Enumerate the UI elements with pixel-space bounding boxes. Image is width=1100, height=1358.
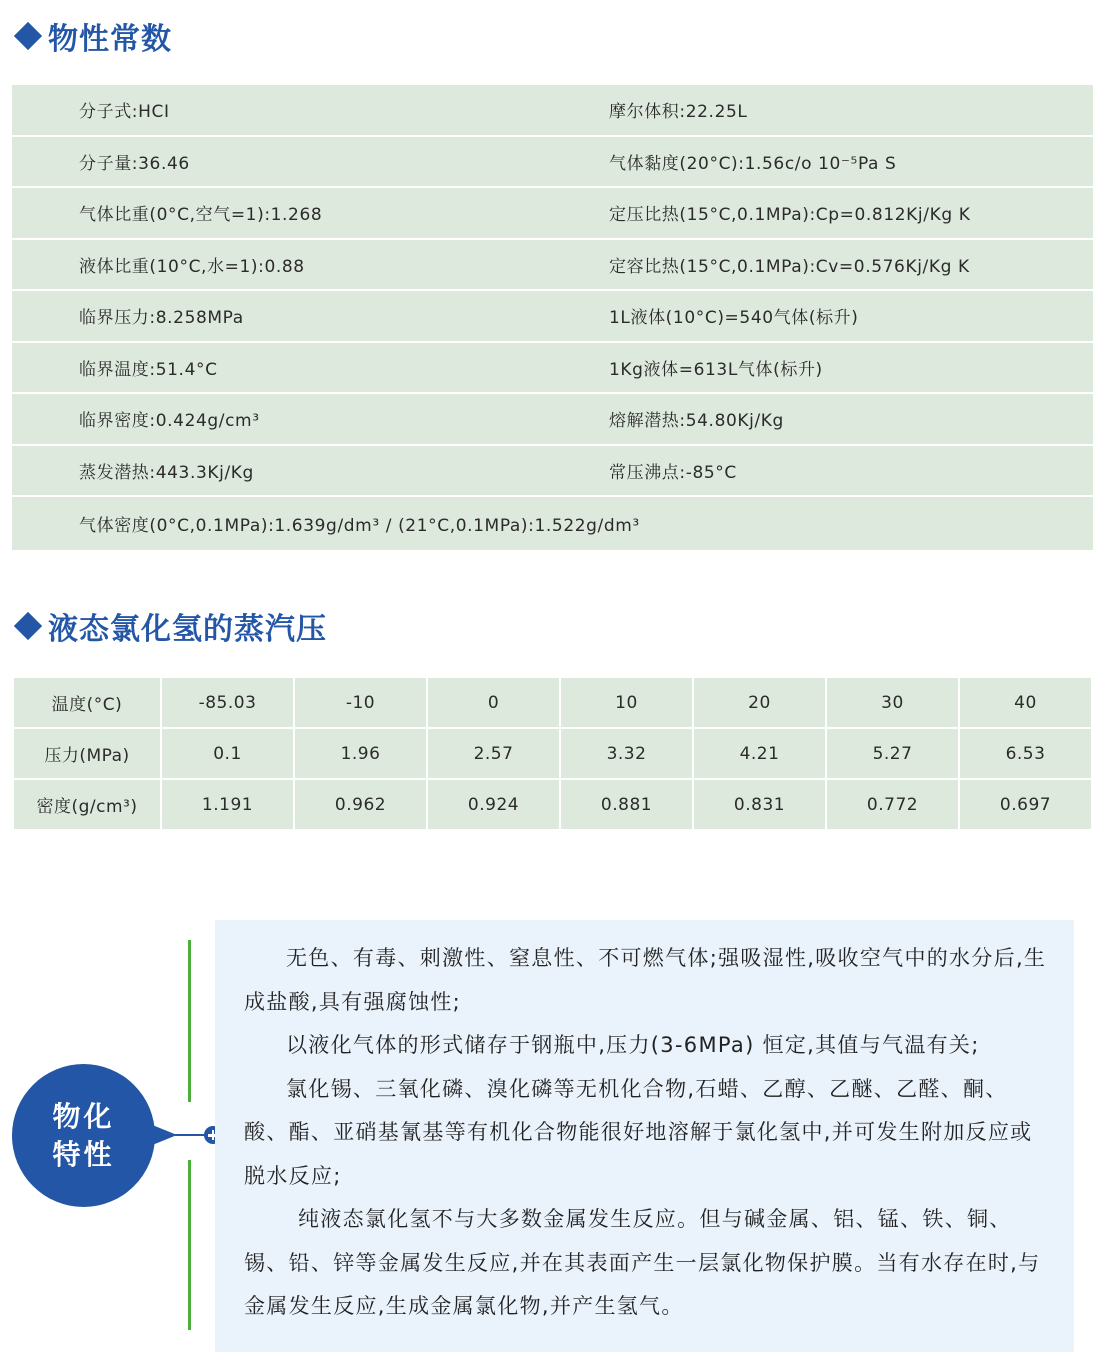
table-row — [12, 394, 1093, 446]
table-cell: 0.962 — [294, 779, 427, 830]
property-cell: 气体比重(0°C,空气=1):1.268 — [79, 205, 323, 226]
table-cell: 30 — [826, 677, 959, 728]
table-row — [12, 343, 1093, 395]
property-cell: 临界压力:8.258MPa — [79, 308, 244, 329]
characteristic-paragraph: 纯液态氯化氢不与大多数金属发生反应。但与碱金属、铝、锰、铁、铜、锡、铅、锌等金属发生反应,并在其表面产生一层氯化物保护膜。当有水存在时,与金属发生反应,生成金属氯化物,并产生氢气。 — [244, 1207, 1041, 1318]
node-label-line2: 特性 — [52, 1137, 115, 1171]
section-title-text: 物性常数 — [48, 22, 172, 57]
row-header: 压力(MPa) — [13, 728, 161, 779]
row-header: 温度(°C) — [13, 677, 161, 728]
table-cell: 5.27 — [826, 728, 959, 779]
table-row — [12, 137, 1093, 189]
table-cell: 4.21 — [693, 728, 826, 779]
table-row-density — [13, 779, 1092, 830]
table-cell: 0.881 — [560, 779, 693, 830]
property-cell: 1Kg液体=613L气体(标升) — [609, 359, 823, 380]
table-cell: 0.1 — [161, 728, 294, 779]
property-cell: 分子式:HCI — [79, 102, 170, 123]
table-cell: 0.924 — [427, 779, 560, 830]
table-cell: 1.96 — [294, 728, 427, 779]
property-cell: 摩尔体积:22.25L — [609, 102, 748, 123]
green-divider-line — [188, 940, 191, 1102]
table-row-temperature — [13, 677, 1092, 728]
table-cell: 0.772 — [826, 779, 959, 830]
node-label-line1: 物化 — [52, 1099, 115, 1133]
property-cell: 常压沸点:-85°C — [609, 462, 737, 483]
property-cell: 临界密度:0.424g/cm³ — [79, 411, 260, 432]
characteristic-paragraph: 氯化锡、三氧化磷、溴化磷等无机化合物,石蜡、乙醇、乙醚、乙醛、酮、酸、酯、亚硝基氰基等有机化合物能很好地溶解于氯化氢中,并可发生附加反应或脱水反应; — [244, 1076, 1033, 1188]
table-cell: -10 — [294, 677, 427, 728]
property-cell: 液体比重(10°C,水=1):0.88 — [79, 256, 305, 277]
diamond-bullet-icon — [14, 612, 42, 640]
property-cell: 气体黏度(20°C):1.56c/o 10⁻⁵Pa S — [609, 153, 897, 174]
table-cell: 1.191 — [161, 779, 294, 830]
property-cell: 临界温度:51.4°C — [79, 359, 218, 380]
property-cell: 分子量:36.46 — [79, 153, 190, 174]
characteristics-node — [12, 1064, 155, 1207]
table-cell: 0 — [427, 677, 560, 728]
vapor-pressure-table — [12, 676, 1093, 831]
table-row — [12, 85, 1093, 137]
gas-density-cell: 气体密度(0°C,0.1MPa):1.639g/dm³ / (21°C,0.1MPa):1.522g/dm³ — [79, 516, 640, 536]
table-row-full — [12, 497, 1093, 550]
table-cell: 0.697 — [959, 779, 1092, 830]
table-row — [12, 240, 1093, 292]
property-cell: 定容比热(15°C,0.1MPa):Cv=0.576Kj/Kg K — [609, 256, 970, 277]
section-title-vapor-pressure — [12, 606, 327, 646]
green-divider-line — [188, 1160, 191, 1330]
table-cell: 3.32 — [560, 728, 693, 779]
table-row — [12, 291, 1093, 343]
table-row — [12, 188, 1093, 240]
table-cell: 0.831 — [693, 779, 826, 830]
row-header: 密度(g/cm³) — [13, 779, 161, 830]
table-row — [12, 446, 1093, 498]
section-title-text: 液态氯化氢的蒸汽压 — [48, 612, 327, 647]
properties-table — [12, 85, 1093, 550]
table-cell: 20 — [693, 677, 826, 728]
section-title-properties — [12, 16, 172, 56]
table-cell: 40 — [959, 677, 1092, 728]
table-row-pressure — [13, 728, 1092, 779]
property-cell: 蒸发潜热:443.3Kj/Kg — [79, 462, 254, 483]
table-cell: -85.03 — [161, 677, 294, 728]
diamond-bullet-icon — [14, 22, 42, 50]
characteristic-paragraph: 以液化气体的形式储存于钢瓶中,压力(3-6MPa) 恒定,其值与气温有关; — [286, 1033, 980, 1057]
characteristics-panel — [215, 920, 1074, 1352]
property-cell: 定压比热(15°C,0.1MPa):Cp=0.812Kj/Kg K — [609, 205, 971, 226]
table-cell: 6.53 — [959, 728, 1092, 779]
connector-line — [170, 1134, 208, 1136]
property-cell: 熔解潜热:54.80Kj/Kg — [609, 411, 784, 432]
table-cell: 10 — [560, 677, 693, 728]
table-cell: 2.57 — [427, 728, 560, 779]
characteristic-paragraph: 无色、有毒、刺激性、窒息性、不可燃气体;强吸湿性,吸收空气中的水分后,生成盐酸,具有强腐蚀性; — [244, 946, 1047, 1014]
property-cell: 1L液体(10°C)=540气体(标升) — [609, 308, 859, 329]
